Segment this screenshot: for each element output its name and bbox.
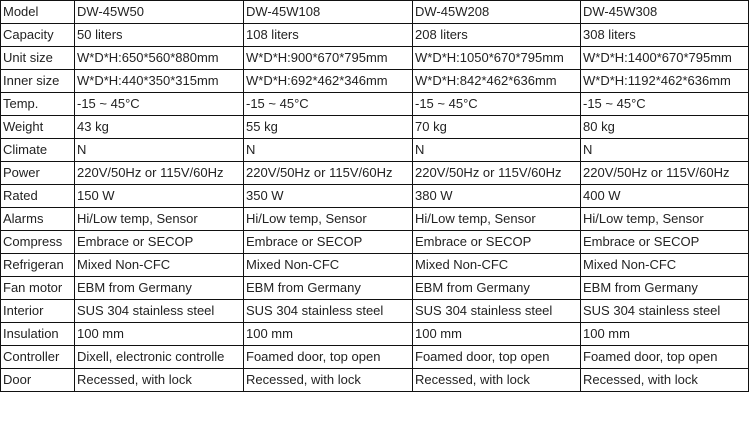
row-label-cell: Controller (1, 346, 75, 369)
table-cell: -15 ~ 45°C (75, 93, 244, 116)
table-row (1, 185, 749, 208)
row-label-cell: Model (1, 1, 75, 24)
table-cell: W*D*H:1192*462*636mm (581, 70, 749, 93)
table-cell: 55 kg (244, 116, 413, 139)
table-cell: N (244, 139, 413, 162)
table-cell: W*D*H:900*670*795mm (244, 47, 413, 70)
table-row (1, 70, 749, 93)
row-label-cell: Inner size (1, 70, 75, 93)
table-header-row (1, 1, 749, 24)
table-cell: Mixed Non-CFC (413, 254, 581, 277)
row-label-cell: Weight (1, 116, 75, 139)
table-cell: Mixed Non-CFC (581, 254, 749, 277)
table-cell: N (75, 139, 244, 162)
row-label-cell: Alarms (1, 208, 75, 231)
table-cell: 220V/50Hz or 115V/60Hz (413, 162, 581, 185)
table-cell: Hi/Low temp, Sensor (413, 208, 581, 231)
table-row (1, 231, 749, 254)
row-label-cell: Door (1, 369, 75, 392)
table-cell: Recessed, with lock (581, 369, 749, 392)
table-cell: W*D*H:1050*670*795mm (413, 47, 581, 70)
table-cell: 400 W (581, 185, 749, 208)
table-cell: 100 mm (244, 323, 413, 346)
table-cell: Hi/Low temp, Sensor (75, 208, 244, 231)
table-cell: Foamed door, top open (413, 346, 581, 369)
model-name-cell: DW-45W308 (581, 1, 749, 24)
table-row (1, 139, 749, 162)
model-name-cell: DW-45W208 (413, 1, 581, 24)
table-cell: Embrace or SECOP (413, 231, 581, 254)
table-cell: 208 liters (413, 24, 581, 47)
table-cell: N (413, 139, 581, 162)
table-cell: 108 liters (244, 24, 413, 47)
row-label-cell: Power (1, 162, 75, 185)
table-cell: Recessed, with lock (75, 369, 244, 392)
table-cell: 220V/50Hz or 115V/60Hz (244, 162, 413, 185)
table-row (1, 24, 749, 47)
table-cell: Hi/Low temp, Sensor (581, 208, 749, 231)
row-label-cell: Temp. (1, 93, 75, 116)
table-cell: 150 W (75, 185, 244, 208)
table-cell: SUS 304 stainless steel (244, 300, 413, 323)
table-cell: W*D*H:440*350*315mm (75, 70, 244, 93)
table-row (1, 323, 749, 346)
row-label-cell: Interior (1, 300, 75, 323)
model-name-cell: DW-45W108 (244, 1, 413, 24)
row-label-cell: Unit size (1, 47, 75, 70)
row-label-cell: Climate (1, 139, 75, 162)
table-row (1, 116, 749, 139)
table-cell: Foamed door, top open (581, 346, 749, 369)
table-cell: Mixed Non-CFC (244, 254, 413, 277)
table-cell: 308 liters (581, 24, 749, 47)
table-cell: Embrace or SECOP (581, 231, 749, 254)
table-row (1, 254, 749, 277)
table-cell: 100 mm (75, 323, 244, 346)
table-cell: -15 ~ 45°C (581, 93, 749, 116)
table-cell: N (581, 139, 749, 162)
table-row (1, 47, 749, 70)
table-cell: 350 W (244, 185, 413, 208)
table-cell: Hi/Low temp, Sensor (244, 208, 413, 231)
table-row (1, 162, 749, 185)
table-cell: SUS 304 stainless steel (75, 300, 244, 323)
table-cell: EBM from Germany (413, 277, 581, 300)
table-row (1, 277, 749, 300)
row-label-cell: Rated (1, 185, 75, 208)
table-cell: Mixed Non-CFC (75, 254, 244, 277)
table-cell: -15 ~ 45°C (413, 93, 581, 116)
table-cell: Embrace or SECOP (75, 231, 244, 254)
row-label-cell: Fan motor (1, 277, 75, 300)
table-cell: 50 liters (75, 24, 244, 47)
table-cell: 100 mm (413, 323, 581, 346)
row-label-cell: Capacity (1, 24, 75, 47)
table-cell: 43 kg (75, 116, 244, 139)
table-cell: EBM from Germany (244, 277, 413, 300)
row-label-cell: Insulation (1, 323, 75, 346)
table-cell: -15 ~ 45°C (244, 93, 413, 116)
table-cell: SUS 304 stainless steel (413, 300, 581, 323)
table-row (1, 93, 749, 116)
table-cell: Foamed door, top open (244, 346, 413, 369)
table-row (1, 369, 749, 392)
table-cell: W*D*H:650*560*880mm (75, 47, 244, 70)
table-row (1, 208, 749, 231)
table-cell: 380 W (413, 185, 581, 208)
table-cell: Dixell, electronic controlle (75, 346, 244, 369)
table-row (1, 300, 749, 323)
table-cell: 80 kg (581, 116, 749, 139)
row-label-cell: Refrigeran (1, 254, 75, 277)
row-label-cell: Compress (1, 231, 75, 254)
table-cell: W*D*H:692*462*346mm (244, 70, 413, 93)
table-row (1, 346, 749, 369)
table-cell: Recessed, with lock (413, 369, 581, 392)
spec-table-body (1, 1, 749, 392)
table-cell: 220V/50Hz or 115V/60Hz (75, 162, 244, 185)
table-cell: EBM from Germany (75, 277, 244, 300)
table-cell: W*D*H:1400*670*795mm (581, 47, 749, 70)
table-cell: 100 mm (581, 323, 749, 346)
table-cell: 220V/50Hz or 115V/60Hz (581, 162, 749, 185)
table-cell: W*D*H:842*462*636mm (413, 70, 581, 93)
table-cell: Recessed, with lock (244, 369, 413, 392)
table-cell: SUS 304 stainless steel (581, 300, 749, 323)
table-cell: 70 kg (413, 116, 581, 139)
table-cell: EBM from Germany (581, 277, 749, 300)
model-name-cell: DW-45W50 (75, 1, 244, 24)
table-cell: Embrace or SECOP (244, 231, 413, 254)
